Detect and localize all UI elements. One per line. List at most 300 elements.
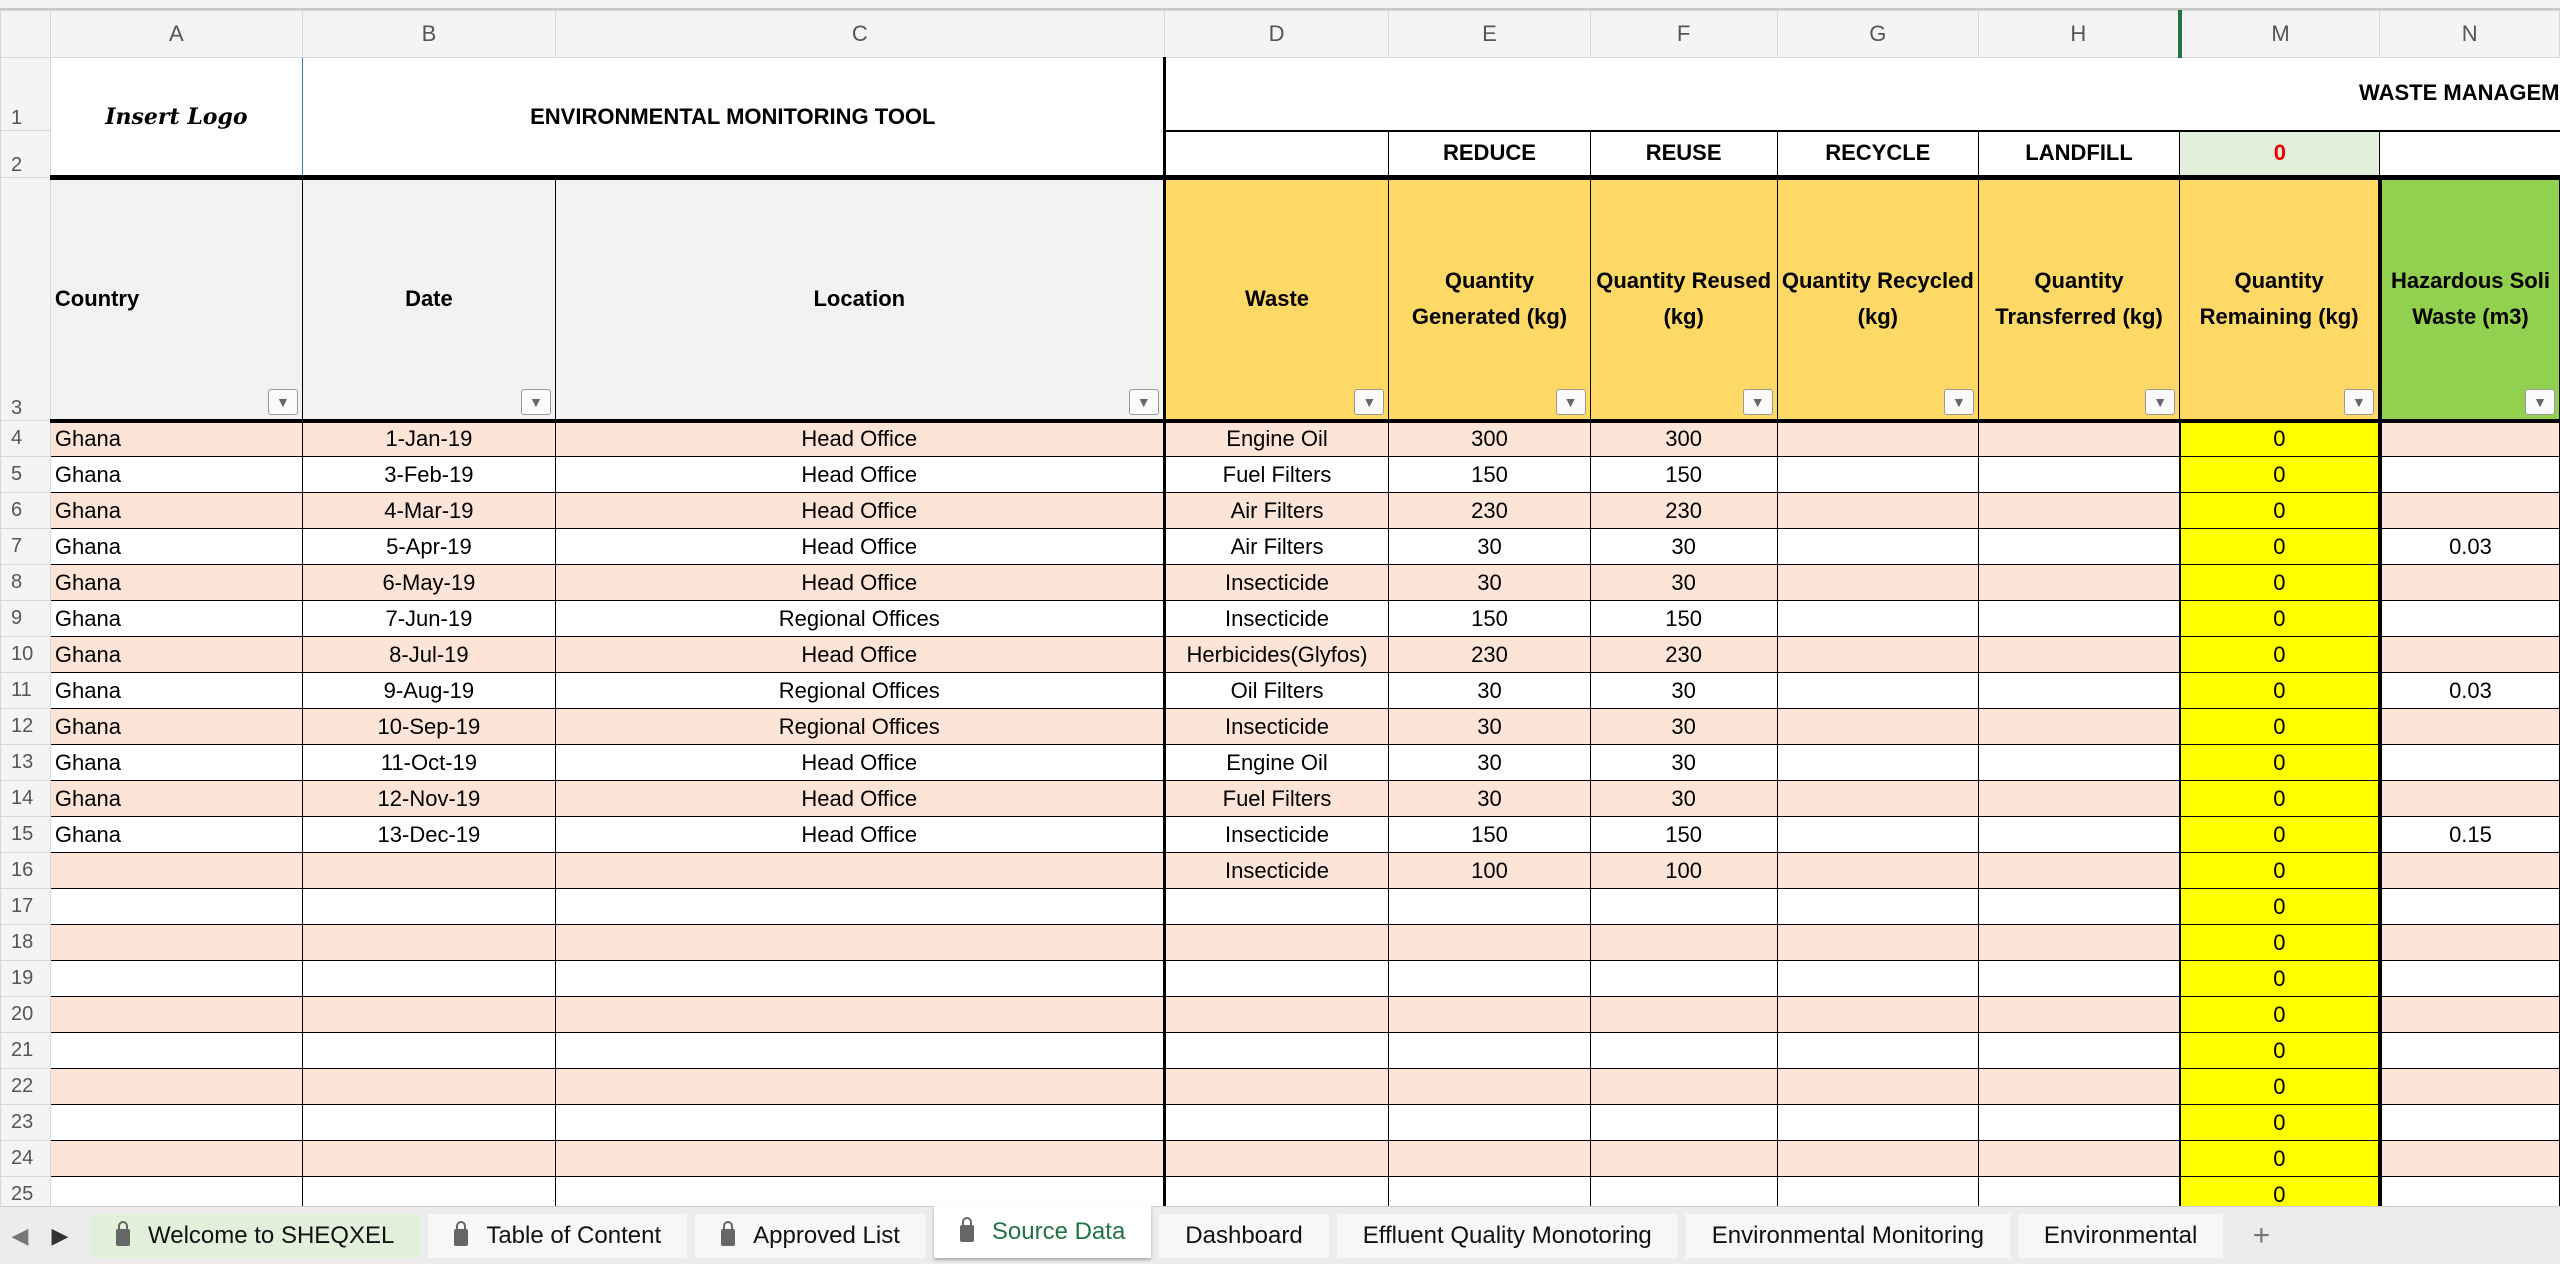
column-header-H[interactable]: H — [1978, 11, 2179, 58]
cell-D9[interactable]: Insecticide — [1164, 601, 1389, 637]
cell-G19[interactable] — [1777, 961, 1978, 997]
filter-dropdown-icon[interactable]: ▼ — [1354, 389, 1384, 415]
cell-F12[interactable]: 30 — [1590, 709, 1777, 745]
cell-D21[interactable] — [1164, 1033, 1389, 1069]
cell-D4[interactable]: Engine Oil — [1164, 421, 1389, 457]
cell-C6[interactable]: Head Office — [555, 493, 1164, 529]
column-title-label: Quantity Reused (kg) — [1596, 268, 1772, 330]
column-title-8 — [2180, 178, 2380, 421]
row-header[interactable]: 15 — [1, 817, 51, 853]
prev-sheet-icon[interactable]: ◀ — [11, 1222, 29, 1248]
cell-A15[interactable]: Ghana — [50, 817, 302, 853]
row-header[interactable]: 4 — [1, 421, 51, 457]
cell-H8[interactable] — [1978, 565, 2179, 601]
cell-G17[interactable] — [1777, 889, 1978, 925]
cell-H20[interactable] — [1978, 997, 2179, 1033]
row-header[interactable]: 1 — [1, 58, 51, 131]
cell-N5[interactable] — [2380, 457, 2560, 493]
cell-M6[interactable]: 0 — [2180, 493, 2380, 529]
sheet-tab-welcome-to-sheqxel[interactable] — [90, 1214, 420, 1258]
tool-title: ENVIRONMENTAL MONITORING TOOL — [302, 58, 1164, 178]
cell-B18[interactable] — [302, 925, 555, 961]
table-row — [1, 421, 2560, 457]
cell-N12[interactable] — [2380, 709, 2560, 745]
cell-N14[interactable] — [2380, 781, 2560, 817]
cell-C22[interactable] — [555, 1069, 1164, 1105]
row-header[interactable]: 8 — [1, 565, 51, 601]
filter-dropdown-icon[interactable]: ▼ — [1944, 389, 1974, 415]
cell-M10[interactable]: 0 — [2180, 637, 2380, 673]
column-header-row — [1, 11, 2560, 58]
column-title-9 — [2380, 178, 2560, 421]
column-title-5 — [1590, 178, 1777, 421]
filter-dropdown-icon[interactable]: ▼ — [1743, 389, 1773, 415]
cell-F16[interactable]: 100 — [1590, 853, 1777, 889]
cell-C16[interactable] — [555, 853, 1164, 889]
cell-C14[interactable]: Head Office — [555, 781, 1164, 817]
column-header-N[interactable]: N — [2380, 11, 2560, 58]
column-header-M[interactable]: M — [2180, 11, 2380, 58]
cell-G5[interactable] — [1777, 457, 1978, 493]
table-row — [1, 889, 2560, 925]
spreadsheet-grid[interactable] — [0, 10, 2560, 1213]
sheet-tab-dashboard[interactable] — [1159, 1214, 1328, 1258]
cell-D19[interactable] — [1164, 961, 1389, 997]
table-row — [1, 637, 2560, 673]
cell-H16[interactable] — [1978, 853, 2179, 889]
cell-G11[interactable] — [1777, 673, 1978, 709]
cell-F4[interactable]: 300 — [1590, 421, 1777, 457]
cell-A16[interactable] — [50, 853, 302, 889]
cell-C7[interactable]: Head Office — [555, 529, 1164, 565]
filter-dropdown-icon[interactable]: ▼ — [2145, 389, 2175, 415]
row-header[interactable]: 23 — [1, 1105, 51, 1141]
cell-C10[interactable]: Head Office — [555, 637, 1164, 673]
cell-F23[interactable] — [1590, 1105, 1777, 1141]
row-header[interactable]: 3 — [1, 178, 51, 421]
cell-A8[interactable]: Ghana — [50, 565, 302, 601]
cell-C24[interactable] — [555, 1141, 1164, 1177]
cell-C11[interactable]: Regional Offices — [555, 673, 1164, 709]
cell-A14[interactable]: Ghana — [50, 781, 302, 817]
total-remaining-cell[interactable]: 0 — [2180, 131, 2380, 178]
row-header[interactable]: 2 — [1, 131, 51, 178]
cell-D6[interactable]: Air Filters — [1164, 493, 1389, 529]
filter-dropdown-icon[interactable]: ▼ — [521, 389, 551, 415]
add-sheet-icon[interactable]: + — [2252, 1218, 2271, 1252]
cell-A21[interactable] — [50, 1033, 302, 1069]
cell-F22[interactable] — [1590, 1069, 1777, 1105]
cell-D17[interactable] — [1164, 889, 1389, 925]
table-row — [1, 853, 2560, 889]
cell-B5[interactable]: 3-Feb-19 — [302, 457, 555, 493]
cell-D12[interactable]: Insecticide — [1164, 709, 1389, 745]
cell-F19[interactable] — [1590, 961, 1777, 997]
row-header[interactable]: 11 — [1, 673, 51, 709]
cell-E7[interactable]: 30 — [1389, 529, 1590, 565]
cell-F11[interactable]: 30 — [1590, 673, 1777, 709]
cell-N23[interactable] — [2380, 1105, 2560, 1141]
cell-H18[interactable] — [1978, 925, 2179, 961]
landfill-label: LANDFILL — [1978, 131, 2179, 178]
cell-A13[interactable]: Ghana — [50, 745, 302, 781]
cell-E4[interactable]: 300 — [1389, 421, 1590, 457]
cell-H19[interactable] — [1978, 961, 2179, 997]
cell-H7[interactable] — [1978, 529, 2179, 565]
cell-F14[interactable]: 30 — [1590, 781, 1777, 817]
cell-B22[interactable] — [302, 1069, 555, 1105]
cell-H21[interactable] — [1978, 1033, 2179, 1069]
cell-M15[interactable]: 0 — [2180, 817, 2380, 853]
cell-D14[interactable]: Fuel Filters — [1164, 781, 1389, 817]
cell-B11[interactable]: 9-Aug-19 — [302, 673, 555, 709]
cell-G12[interactable] — [1777, 709, 1978, 745]
table-row — [1, 673, 2560, 709]
cell-D5[interactable]: Fuel Filters — [1164, 457, 1389, 493]
cell-M9[interactable]: 0 — [2180, 601, 2380, 637]
row-header[interactable]: 13 — [1, 745, 51, 781]
row-header[interactable]: 14 — [1, 781, 51, 817]
cell-E10[interactable]: 230 — [1389, 637, 1590, 673]
cell-B14[interactable]: 12-Nov-19 — [302, 781, 555, 817]
cell-B15[interactable]: 13-Dec-19 — [302, 817, 555, 853]
cell-H9[interactable] — [1978, 601, 2179, 637]
cell-B13[interactable]: 11-Oct-19 — [302, 745, 555, 781]
cell-N17[interactable] — [2380, 889, 2560, 925]
cell-F10[interactable]: 230 — [1590, 637, 1777, 673]
row-header[interactable]: 21 — [1, 1033, 51, 1069]
cell-E6[interactable]: 230 — [1389, 493, 1590, 529]
cell-E8[interactable]: 30 — [1389, 565, 1590, 601]
cell-G21[interactable] — [1777, 1033, 1978, 1069]
cell-F24[interactable] — [1590, 1141, 1777, 1177]
cell-N21[interactable] — [2380, 1033, 2560, 1069]
cell-C20[interactable] — [555, 997, 1164, 1033]
cell-B6[interactable]: 4-Mar-19 — [302, 493, 555, 529]
cell-N8[interactable] — [2380, 565, 2560, 601]
table-row — [1, 925, 2560, 961]
cell-N22[interactable] — [2380, 1069, 2560, 1105]
cell-C15[interactable]: Head Office — [555, 817, 1164, 853]
cell-B16[interactable] — [302, 853, 555, 889]
cell-G6[interactable] — [1777, 493, 1978, 529]
cell-M11[interactable]: 0 — [2180, 673, 2380, 709]
cell-E14[interactable]: 30 — [1389, 781, 1590, 817]
cell-H17[interactable] — [1978, 889, 2179, 925]
cell-B20[interactable] — [302, 997, 555, 1033]
row-header[interactable]: 17 — [1, 889, 51, 925]
cell-D11[interactable]: Oil Filters — [1164, 673, 1389, 709]
cell-F21[interactable] — [1590, 1033, 1777, 1069]
row-header[interactable]: 10 — [1, 637, 51, 673]
cell-G13[interactable] — [1777, 745, 1978, 781]
column-header-B[interactable]: B — [302, 11, 555, 58]
column-header-F[interactable]: F — [1590, 11, 1777, 58]
cell-A17[interactable] — [50, 889, 302, 925]
cell-A24[interactable] — [50, 1141, 302, 1177]
cell-M25[interactable]: 0 — [2180, 1177, 2380, 1213]
filter-dropdown-icon[interactable]: ▼ — [2344, 389, 2374, 415]
cell-F7[interactable]: 30 — [1590, 529, 1777, 565]
cell-A19[interactable] — [50, 961, 302, 997]
cell-N19[interactable] — [2380, 961, 2560, 997]
cell-A9[interactable]: Ghana — [50, 601, 302, 637]
sheet-tab-label: Environmental Monitoring — [1711, 1221, 1984, 1249]
cell-B4[interactable]: 1-Jan-19 — [302, 421, 555, 457]
cell-G22[interactable] — [1777, 1069, 1978, 1105]
cell-D23[interactable] — [1164, 1105, 1389, 1141]
cell-E16[interactable]: 100 — [1389, 853, 1590, 889]
row-header[interactable]: 12 — [1, 709, 51, 745]
cell-H6[interactable] — [1978, 493, 2179, 529]
cell-A5[interactable]: Ghana — [50, 457, 302, 493]
cell-E15[interactable]: 150 — [1389, 817, 1590, 853]
cell-G10[interactable] — [1777, 637, 1978, 673]
cell-B23[interactable] — [302, 1105, 555, 1141]
cell-D8[interactable]: Insecticide — [1164, 565, 1389, 601]
cell-C13[interactable]: Head Office — [555, 745, 1164, 781]
cell-A22[interactable] — [50, 1069, 302, 1105]
cell-C9[interactable]: Regional Offices — [555, 601, 1164, 637]
cell-D13[interactable]: Engine Oil — [1164, 745, 1389, 781]
table-row — [1, 1069, 2560, 1105]
sheet-tab-table-of-content[interactable] — [428, 1214, 687, 1258]
cell-M24[interactable]: 0 — [2180, 1141, 2380, 1177]
cell-B8[interactable]: 6-May-19 — [302, 565, 555, 601]
cell-M13[interactable]: 0 — [2180, 745, 2380, 781]
cell-N20[interactable] — [2380, 997, 2560, 1033]
sheet-tab-source-data[interactable] — [934, 1206, 1151, 1258]
cell-C8[interactable]: Head Office — [555, 565, 1164, 601]
row-header[interactable]: 24 — [1, 1141, 51, 1177]
table-row — [1, 565, 2560, 601]
cell-F6[interactable]: 230 — [1590, 493, 1777, 529]
cell-N6[interactable] — [2380, 493, 2560, 529]
sheet-tab-environmental[interactable] — [2018, 1214, 2223, 1258]
cell-C21[interactable] — [555, 1033, 1164, 1069]
cell-A10[interactable]: Ghana — [50, 637, 302, 673]
sheet-tab-approved-list[interactable] — [695, 1214, 926, 1258]
cell-A23[interactable] — [50, 1105, 302, 1141]
cell-M18[interactable]: 0 — [2180, 925, 2380, 961]
column-header-A[interactable]: A — [50, 11, 302, 58]
cell-N4[interactable] — [2380, 421, 2560, 457]
cell-C18[interactable] — [555, 925, 1164, 961]
cell-H12[interactable] — [1978, 709, 2179, 745]
cell-B24[interactable] — [302, 1141, 555, 1177]
cell-M7[interactable]: 0 — [2180, 529, 2380, 565]
cell-F9[interactable]: 150 — [1590, 601, 1777, 637]
cell-E17[interactable] — [1389, 889, 1590, 925]
cell-E13[interactable]: 30 — [1389, 745, 1590, 781]
row-header[interactable]: 16 — [1, 853, 51, 889]
filter-dropdown-icon[interactable]: ▼ — [2525, 389, 2555, 415]
cell-N9[interactable] — [2380, 601, 2560, 637]
header-row — [1, 178, 2560, 421]
row-header[interactable]: 9 — [1, 601, 51, 637]
cell-E12[interactable]: 30 — [1389, 709, 1590, 745]
column-header-C[interactable]: C — [555, 11, 1164, 58]
next-sheet-icon[interactable]: ▶ — [51, 1222, 69, 1248]
cell-D18[interactable] — [1164, 925, 1389, 961]
cell-M22[interactable]: 0 — [2180, 1069, 2380, 1105]
cell-B9[interactable]: 7-Jun-19 — [302, 601, 555, 637]
cell-C17[interactable] — [555, 889, 1164, 925]
cell-F15[interactable]: 150 — [1590, 817, 1777, 853]
cell-G9[interactable] — [1777, 601, 1978, 637]
cell-N24[interactable] — [2380, 1141, 2560, 1177]
filter-dropdown-icon[interactable]: ▼ — [1129, 389, 1159, 415]
cell-M19[interactable]: 0 — [2180, 961, 2380, 997]
sheet-tab-label: Welcome to SHEQXEL — [148, 1221, 395, 1249]
cell-G23[interactable] — [1777, 1105, 1978, 1141]
row-header[interactable]: 5 — [1, 457, 51, 493]
row-header[interactable]: 22 — [1, 1069, 51, 1105]
cell-E11[interactable]: 30 — [1389, 673, 1590, 709]
cell-F20[interactable] — [1590, 997, 1777, 1033]
cell-N10[interactable] — [2380, 637, 2560, 673]
cell-A11[interactable]: Ghana — [50, 673, 302, 709]
cell-G18[interactable] — [1777, 925, 1978, 961]
table-row — [1, 709, 2560, 745]
column-title-1 — [302, 178, 555, 421]
cell-B10[interactable]: 8-Jul-19 — [302, 637, 555, 673]
cell-B7[interactable]: 5-Apr-19 — [302, 529, 555, 565]
table-row — [1, 997, 2560, 1033]
column-header-E[interactable]: E — [1389, 11, 1590, 58]
cell-D22[interactable] — [1164, 1069, 1389, 1105]
cell-A7[interactable]: Ghana — [50, 529, 302, 565]
column-title-6 — [1777, 178, 1978, 421]
table-row — [1, 1033, 2560, 1069]
cell-H22[interactable] — [1978, 1069, 2179, 1105]
cell-E9[interactable]: 150 — [1389, 601, 1590, 637]
cell-D15[interactable]: Insecticide — [1164, 817, 1389, 853]
cell-H10[interactable] — [1978, 637, 2179, 673]
column-title-label: Hazardous Soli Waste (m3) — [2391, 268, 2550, 330]
cell-M21[interactable]: 0 — [2180, 1033, 2380, 1069]
cell-N11[interactable]: 0.03 — [2380, 673, 2560, 709]
sheet-tab-effluent-quality-monotoring[interactable] — [1337, 1214, 1678, 1258]
column-header-D[interactable]: D — [1164, 11, 1389, 58]
cell-E18[interactable] — [1389, 925, 1590, 961]
cell-M23[interactable]: 0 — [2180, 1105, 2380, 1141]
cell-C23[interactable] — [555, 1105, 1164, 1141]
cell-G4[interactable] — [1777, 421, 1978, 457]
cell-G7[interactable] — [1777, 529, 1978, 565]
cell-E5[interactable]: 150 — [1389, 457, 1590, 493]
cell-E20[interactable] — [1389, 997, 1590, 1033]
cell-N15[interactable]: 0.15 — [2380, 817, 2560, 853]
cell-B17[interactable] — [302, 889, 555, 925]
cell-F17[interactable] — [1590, 889, 1777, 925]
sheet-tab-label: Effluent Quality Monotoring — [1362, 1221, 1652, 1249]
cell-E21[interactable] — [1389, 1033, 1590, 1069]
cell-H5[interactable] — [1978, 457, 2179, 493]
cell-G14[interactable] — [1777, 781, 1978, 817]
row-1 — [1, 58, 2560, 131]
cell-N13[interactable] — [2380, 745, 2560, 781]
select-all-corner[interactable] — [1, 11, 51, 58]
cell-E23[interactable] — [1389, 1105, 1590, 1141]
cell-D10[interactable]: Herbicides(Glyfos) — [1164, 637, 1389, 673]
cell-A20[interactable] — [50, 997, 302, 1033]
cell-M14[interactable]: 0 — [2180, 781, 2380, 817]
cell-F13[interactable]: 30 — [1590, 745, 1777, 781]
cell-H11[interactable] — [1978, 673, 2179, 709]
cell-A12[interactable]: Ghana — [50, 709, 302, 745]
cell-M8[interactable]: 0 — [2180, 565, 2380, 601]
cell-E22[interactable] — [1389, 1069, 1590, 1105]
cell-N16[interactable] — [2380, 853, 2560, 889]
cell-N18[interactable] — [2380, 925, 2560, 961]
cell-G15[interactable] — [1777, 817, 1978, 853]
cell-D20[interactable] — [1164, 997, 1389, 1033]
cell-B21[interactable] — [302, 1033, 555, 1069]
table-row — [1, 781, 2560, 817]
lock-icon — [721, 1229, 735, 1246]
cell-M12[interactable]: 0 — [2180, 709, 2380, 745]
cell-C19[interactable] — [555, 961, 1164, 997]
cell-E24[interactable] — [1389, 1141, 1590, 1177]
cell-N7[interactable]: 0.03 — [2380, 529, 2560, 565]
cell-C12[interactable]: Regional Offices — [555, 709, 1164, 745]
cell-D7[interactable]: Air Filters — [1164, 529, 1389, 565]
row-header[interactable]: 19 — [1, 961, 51, 997]
column-header-G[interactable]: G — [1777, 11, 1978, 58]
row-header[interactable]: 7 — [1, 529, 51, 565]
cell-D16[interactable]: Insecticide — [1164, 853, 1389, 889]
cell-G24[interactable] — [1777, 1141, 1978, 1177]
cell-F18[interactable] — [1590, 925, 1777, 961]
cell-M16[interactable]: 0 — [2180, 853, 2380, 889]
cell-H23[interactable] — [1978, 1105, 2179, 1141]
sheet-tab-environmental-monitoring[interactable] — [1686, 1214, 2010, 1258]
row-header[interactable]: 6 — [1, 493, 51, 529]
cell-F5[interactable]: 150 — [1590, 457, 1777, 493]
filter-dropdown-icon[interactable]: ▼ — [268, 389, 298, 415]
cell-D24[interactable] — [1164, 1141, 1389, 1177]
cell-B12[interactable]: 10-Sep-19 — [302, 709, 555, 745]
recycle-label: RECYCLE — [1777, 131, 1978, 178]
cell-H4[interactable] — [1978, 421, 2179, 457]
row-header[interactable]: 20 — [1, 997, 51, 1033]
cell-M17[interactable]: 0 — [2180, 889, 2380, 925]
cell-E19[interactable] — [1389, 961, 1590, 997]
cell-G16[interactable] — [1777, 853, 1978, 889]
formula-bar-strip — [0, 0, 2560, 10]
cell-H13[interactable] — [1978, 745, 2179, 781]
filter-dropdown-icon[interactable]: ▼ — [1556, 389, 1586, 415]
row-header[interactable]: 25 — [1, 1177, 51, 1213]
cell-A18[interactable] — [50, 925, 302, 961]
cell-M5[interactable]: 0 — [2180, 457, 2380, 493]
cell-G20[interactable] — [1777, 997, 1978, 1033]
cell-H24[interactable] — [1978, 1141, 2179, 1177]
cell-A6[interactable]: Ghana — [50, 493, 302, 529]
cell-H15[interactable] — [1978, 817, 2179, 853]
cell-H14[interactable] — [1978, 781, 2179, 817]
row-header[interactable]: 18 — [1, 925, 51, 961]
cell-F8[interactable]: 30 — [1590, 565, 1777, 601]
cell-C4[interactable]: Head Office — [555, 421, 1164, 457]
cell-C5[interactable]: Head Office — [555, 457, 1164, 493]
cell-M20[interactable]: 0 — [2180, 997, 2380, 1033]
cell-B19[interactable] — [302, 961, 555, 997]
cell-A4[interactable]: Ghana — [50, 421, 302, 457]
cell-G8[interactable] — [1777, 565, 1978, 601]
cell-M4[interactable]: 0 — [2180, 421, 2380, 457]
